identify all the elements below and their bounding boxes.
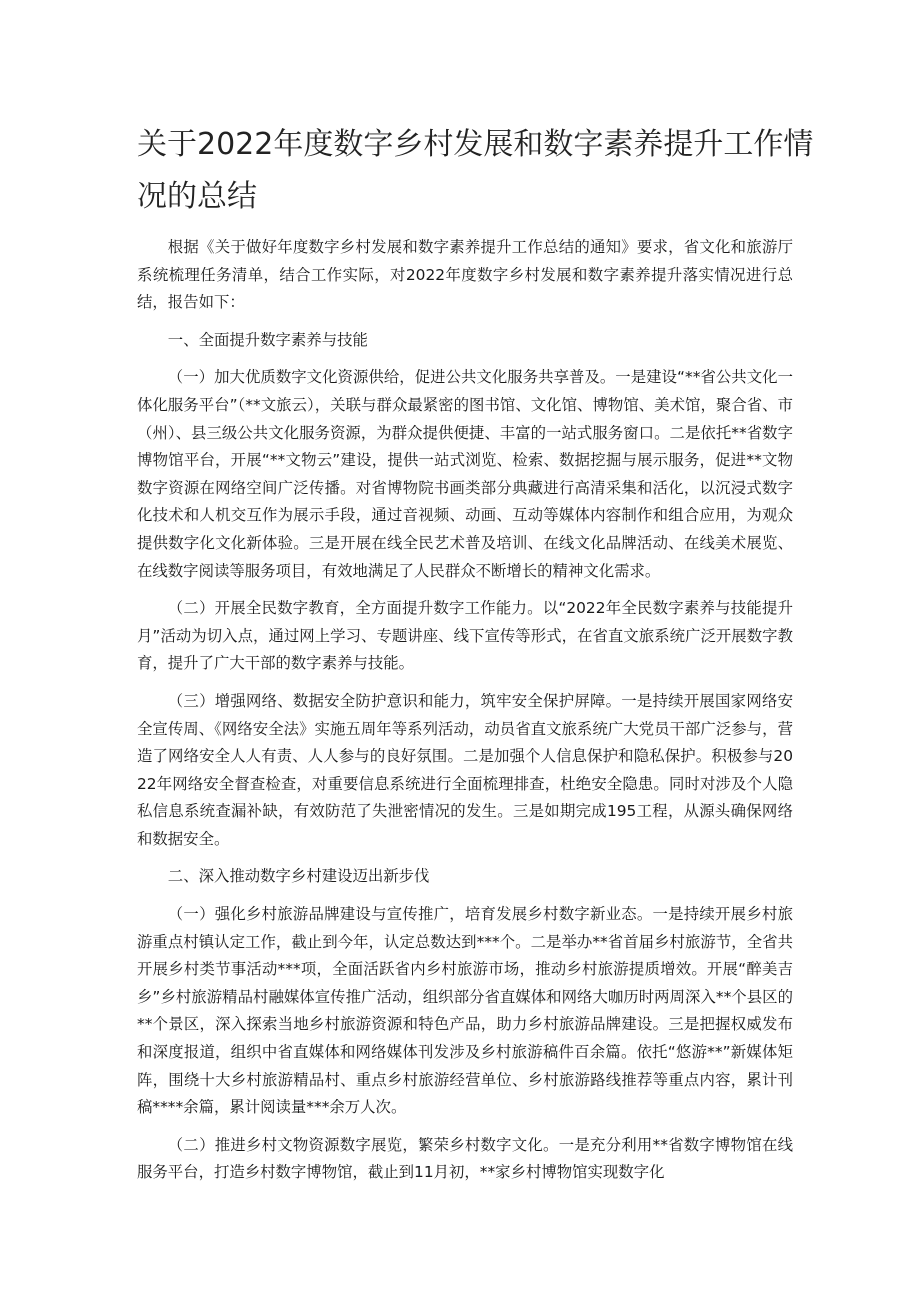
section-1-paragraph-3: （三）增强网络、数据安全防护意识和能力，筑牢安全保护屏障。一是持续开展国家网络安全宣传周、《网络安全法》实施五周年等系列活动，动员省直文旅系统广大党员干部广泛参与，营造了网络安全人人有责、人人参与的良好氛围。二是加强个人信息保护和隐私保护。积极参与2022年网络安全督查检查，对重要信息系统进行全面梳理排查，杜绝安全隐患。同时对涉及个人隐私信息系统查漏补缺，有效防范了失泄密情况的发生。三是如期完成195工程，从源头确保网络和数据安全。: [137, 691, 793, 848]
section-2-paragraph-1: （一）强化乡村旅游品牌建设与宣传推广，培育发展乡村数字新业态。一是持续开展乡村旅游重点村镇认定工作，截止到今年，认定总数达到***个。二是举办**省首届乡村旅游节，全省共开展乡村类节事活动***项，全面活跃省内乡村旅游市场，推动乡村旅游提质增效。开展“醉美吉乡”乡村旅游精品村融媒体宣传推广活动，组织部分省直媒体和网络大咖历时两周深入**个县区的**个景区，深入探索当地乡村旅游资源和特色产品，助力乡村旅游品牌建设。三是把握权威发布和深度报道，组织中省直媒体和网络媒体刊发涉及乡村旅游稿件百余篇。依托“悠游**”新媒体矩阵，围绕十大乡村旅游精品村、重点乡村旅游经营单位、乡村旅游路线推荐等重点内容，累计刊稿****余篇，累计阅读量***余万人次。: [137, 905, 793, 1117]
section-2-heading: 二、深入推动数字乡村建设迈出新步伐: [167, 867, 430, 886]
document-body: [137, 234, 793, 1197]
section-1-paragraph-1: （一）加大优质数字文化资源供给，促进公共文化服务共享普及。一是建设“**省公共文化一体化服务平台”（**文旅云），关联与群众最紧密的图书馆、文化馆、博物馆、美术馆，聚合省、市（州）、县三级公共文化服务资源，为群众提供便捷、丰富的一站式服务窗口。二是依托**省数字博物馆平台，开展“**文物云”建设，提供一站式浏览、检索、数据挖掘与展示服务，促进**文物数字资源在网络空间广泛传播。对省博物院书画类部分典藏进行高清采集和活化，以沉浸式数字化技术和人机交互作为展示手段，通过音视频、动画、互动等媒体内容制作和组合应用，为观众提供数字化文化新体验。三是开展在线全民艺术普及培训、在线文化品牌活动、在线美术展览、在线数字阅读等服务项目，有效地满足了人民群众不断增长的精神文化需求。: [137, 368, 793, 580]
intro-paragraph: 根据《关于做好年度数字乡村发展和数字素养提升工作总结的通知》要求，省文化和旅游厅系统梳理任务清单，结合工作实际，对2022年度数字乡村发展和数字素养提升落实情况进行总结，报告如下：: [137, 238, 793, 312]
section-2-paragraph-2: （二）推进乡村文物资源数字展览，繁荣乡村数字文化。一是充分利用**省数字博物馆在线服务平台，打造乡村数字博物馆，截止到11月初，**家乡村博物馆实现数字化: [137, 1135, 793, 1182]
section-1-heading: 一、全面提升数字素养与技能: [167, 330, 368, 349]
section-1-paragraph-2: （二）开展全民数字教育，全方面提升数字工作能力。以“2022年全民数字素养与技能提升月”活动为切入点，通过网上学习、专题讲座、线下宣传等形式，在省直文旅系统广泛开展数字教育，提升了广大干部的数字素养与技能。: [137, 599, 793, 673]
document-title-line-1: 关于2022年度数字乡村发展和数字素养提升工作情: [137, 127, 814, 162]
document-title-line-2: 况的总结: [137, 179, 257, 214]
